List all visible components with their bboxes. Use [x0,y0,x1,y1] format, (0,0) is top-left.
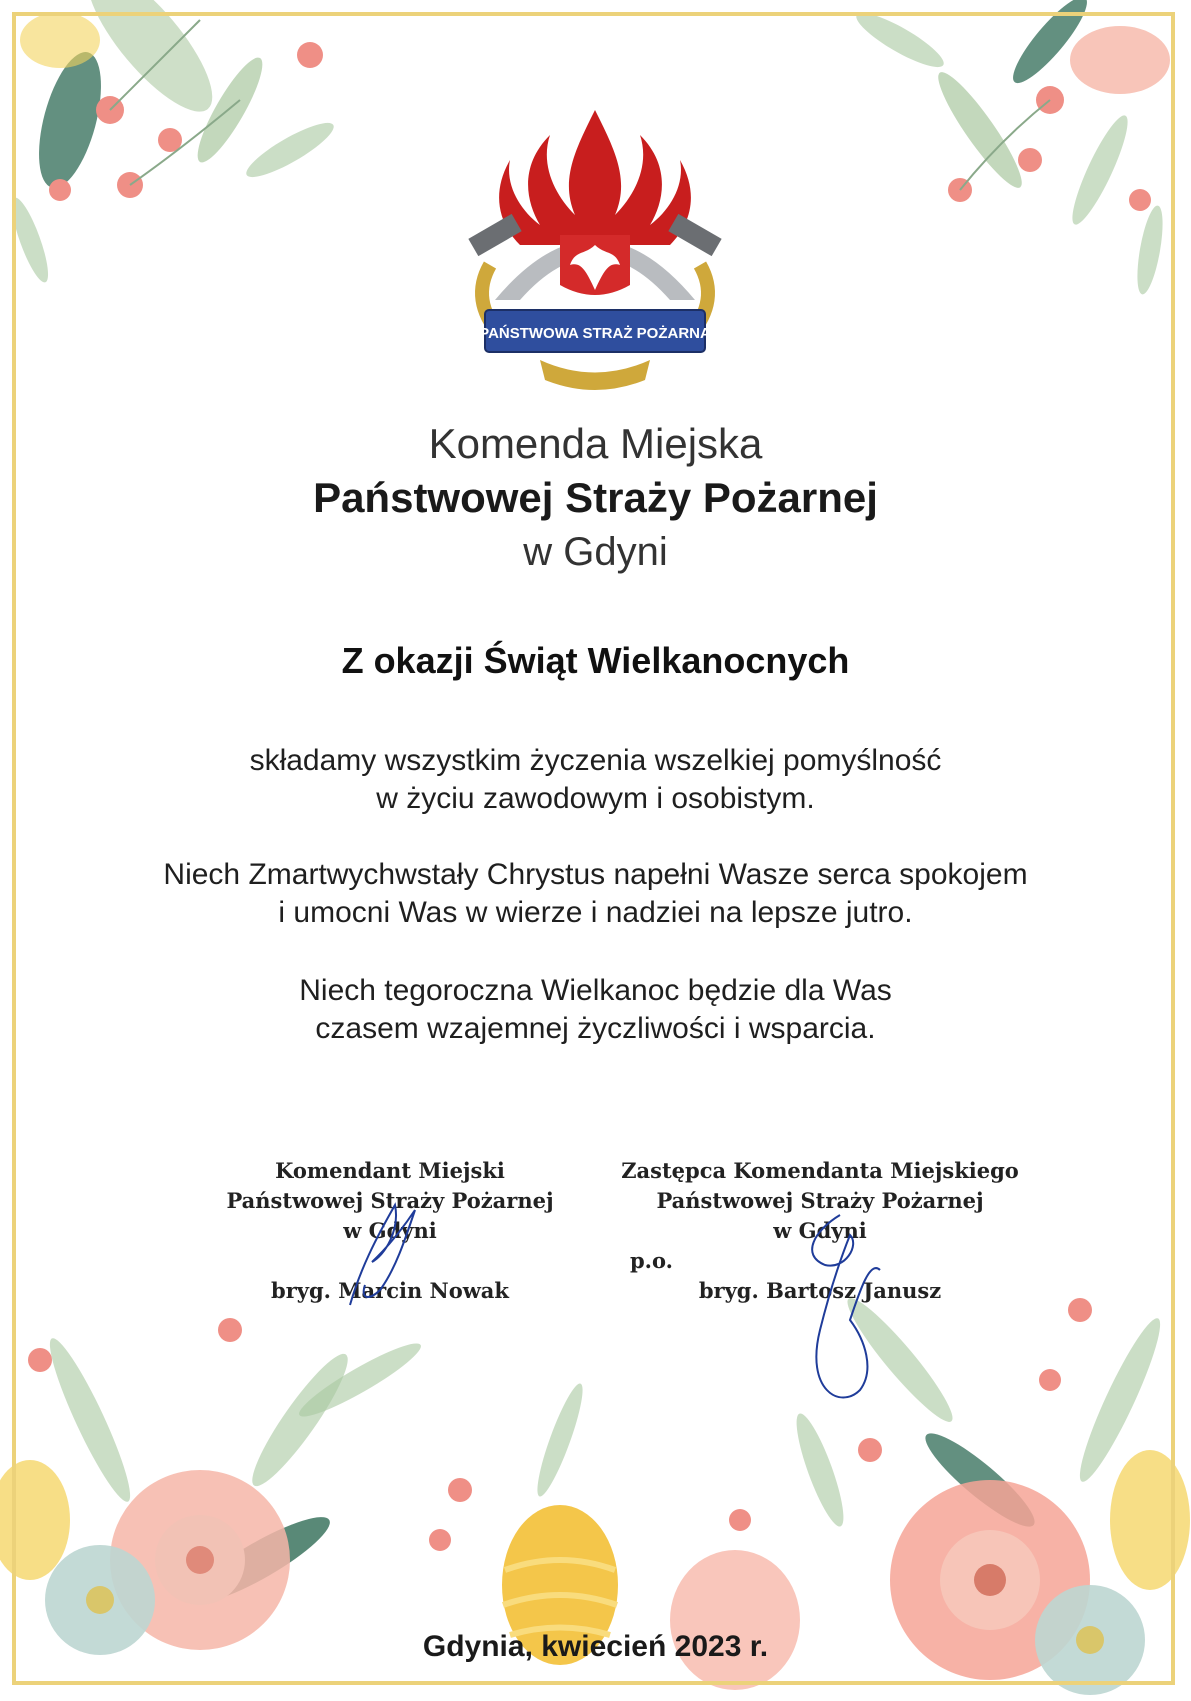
header-line-1: Komenda Miejska [428,420,763,467]
signature-title: w Gdyni [773,1218,867,1243]
wish-line: w życiu zawodowym i osobistym. [376,782,815,815]
signature-title: Komendant Miejski [275,1158,505,1183]
header-line-2: Państwowej Straży Pożarnej [313,474,878,521]
signature-title: Państwowej Straży Pożarnej [656,1188,984,1213]
signature-title: Państwowej Straży Pożarnej [226,1188,554,1213]
signature-title: w Gdyni [343,1218,437,1243]
signature-title: Zastępca Komendanta Miejskiego [621,1158,1019,1183]
wish-line: i umocni Was w wierze i nadziei na lepsze jutro. [278,896,913,929]
wish-line: czasem wzajemnej życzliwości i wsparcia. [315,1012,876,1045]
signature-name: bryg. Bartosz Janusz [698,1278,942,1303]
handwritten-signature-left [350,1205,415,1305]
occasion-heading: Z okazji Świąt Wielkanocnych [341,640,850,681]
emblem-banner-text: PAŃSTWOWA STRAŻ POŻARNA [479,325,711,342]
signature-name: bryg. Marcin Nowak [271,1278,509,1303]
wish-line: składamy wszystkim życzenia wszelkiej pomyślność [249,744,942,777]
wish-line: Niech tegoroczna Wielkanoc będzie dla Was [299,974,892,1007]
handwritten-signature-right [812,1215,880,1398]
po-prefix: p.o. [630,1248,673,1273]
header-line-3: w Gdyni [523,530,668,574]
wish-line: Niech Zmartwychwstały Chrystus napełni Wasze serca spokojem [163,858,1028,891]
place-and-date: Gdynia, kwiecień 2023 r. [422,1630,769,1663]
